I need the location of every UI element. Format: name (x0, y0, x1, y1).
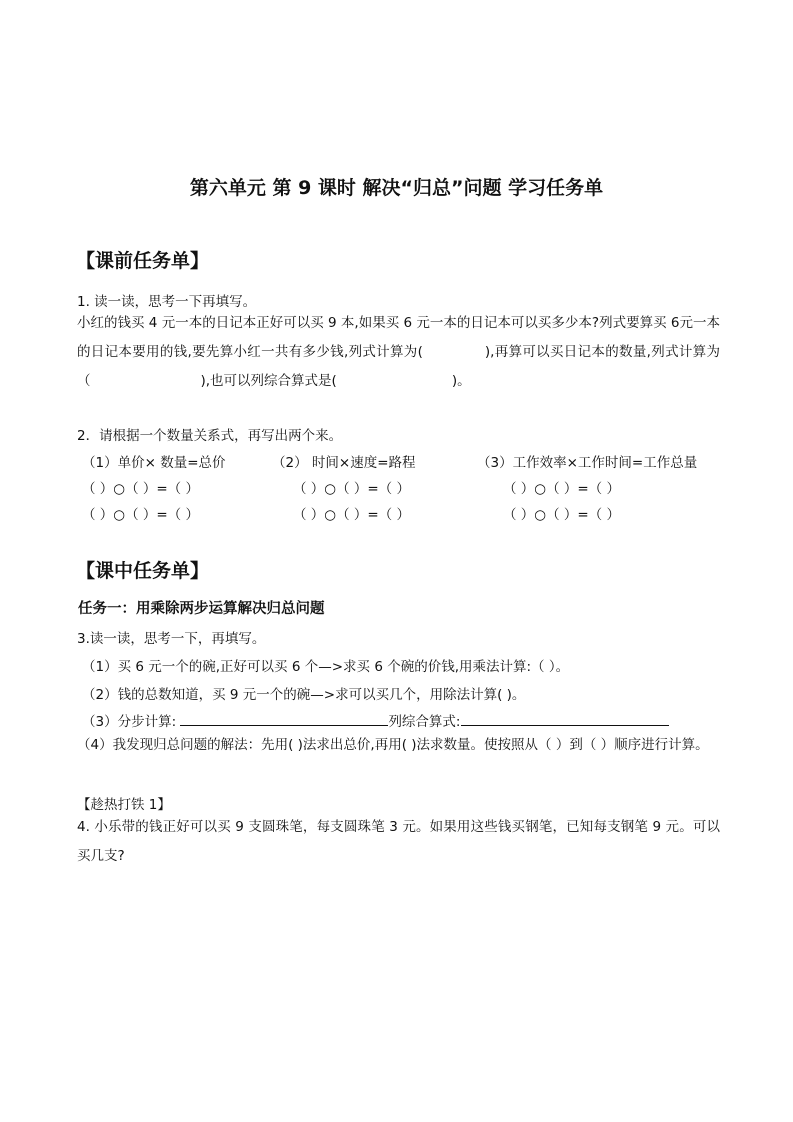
q3-item-3-combined-label: 列综合算式: (388, 714, 461, 730)
q1-text-a: 小红的钱买 4 元一本的日记本正好可以买 9 本,如果买 6 元一本的日记本可以买多少本?列式要算买 6元一本的日记本要用的钱,要先算小红一共有多少钱,列式计算为( (77, 315, 720, 360)
q3-item-3-label: （3）分步计算: (82, 714, 177, 730)
practice-1-heading: 【趁热打铁 1】 (77, 797, 171, 813)
q2-slot-3-1[interactable]: （ ）○（ ）=（ ） (503, 481, 620, 497)
q2-slot-2-1[interactable]: （ ）○（ ）=（ ） (293, 481, 410, 497)
q1-label: 1. 读一读，思考一下再填写。 (77, 294, 257, 310)
q1-text-c: ),也可以列综合算式是( (200, 373, 337, 389)
q2-slot-3-2[interactable]: （ ）○（ ）=（ ） (503, 507, 620, 523)
q2-relation-2: （2） 时间×速度=路程 (272, 455, 416, 471)
q1-paragraph (77, 309, 720, 396)
in-class-heading: 【课中任务单】 (76, 560, 210, 582)
q4-text: 4. 小乐带的钱正好可以买 9 支圆珠笔，每支圆珠笔 3 元。如果用这些钱买钢笔，已知每支钢笔 9 元。可以买几支? (77, 819, 720, 864)
q1-text-b: ),再算可以买日记本的数量,列式计算为 （ (77, 344, 720, 389)
task-1-heading: 任务一：用乘除两步运算解决归总问题 (78, 601, 325, 617)
q2-relation-1: （1）单价× 数量=总价 (82, 455, 226, 471)
q2-slot-2-2[interactable]: （ ）○（ ）=（ ） (293, 507, 410, 523)
q3-step-answer-line[interactable] (180, 724, 388, 726)
q3-combined-answer-line[interactable] (461, 724, 669, 726)
q3-item-4: （4）我发现归总问题的解法：先用( )法求出总价,再用( )法求数量。使按照从（ ）到（ ）顺序进行计算。 (77, 737, 709, 753)
q1-text-d: )。 (451, 373, 471, 389)
q3-item-2: （2）钱的总数知道，买 9 元一个的碗—>求可以买几个，用除法计算( )。 (82, 687, 526, 703)
q3-item-3 (82, 710, 669, 730)
q3-label: 3.读一读，思考一下，再填写。 (77, 631, 266, 647)
q3-item-1: （1）买 6 元一个的碗,正好可以买 6 个—>求买 6 个碗的价钱,用乘法计算:（ ）。 (82, 659, 570, 675)
page-title: 第六单元 第 9 课时 解决“归总”问题 学习任务单 (189, 177, 604, 199)
q2-slot-1-1[interactable]: （ ）○（ ）=（ ） (82, 481, 199, 497)
q2-slot-1-2[interactable]: （ ）○（ ）=（ ） (82, 507, 199, 523)
q2-relation-3: （3）工作效率×工作时间=工作总量 (477, 455, 698, 471)
pre-class-heading: 【课前任务单】 (76, 250, 210, 272)
q2-label: 2．请根据一个数量关系式，再写出两个来。 (77, 428, 343, 444)
